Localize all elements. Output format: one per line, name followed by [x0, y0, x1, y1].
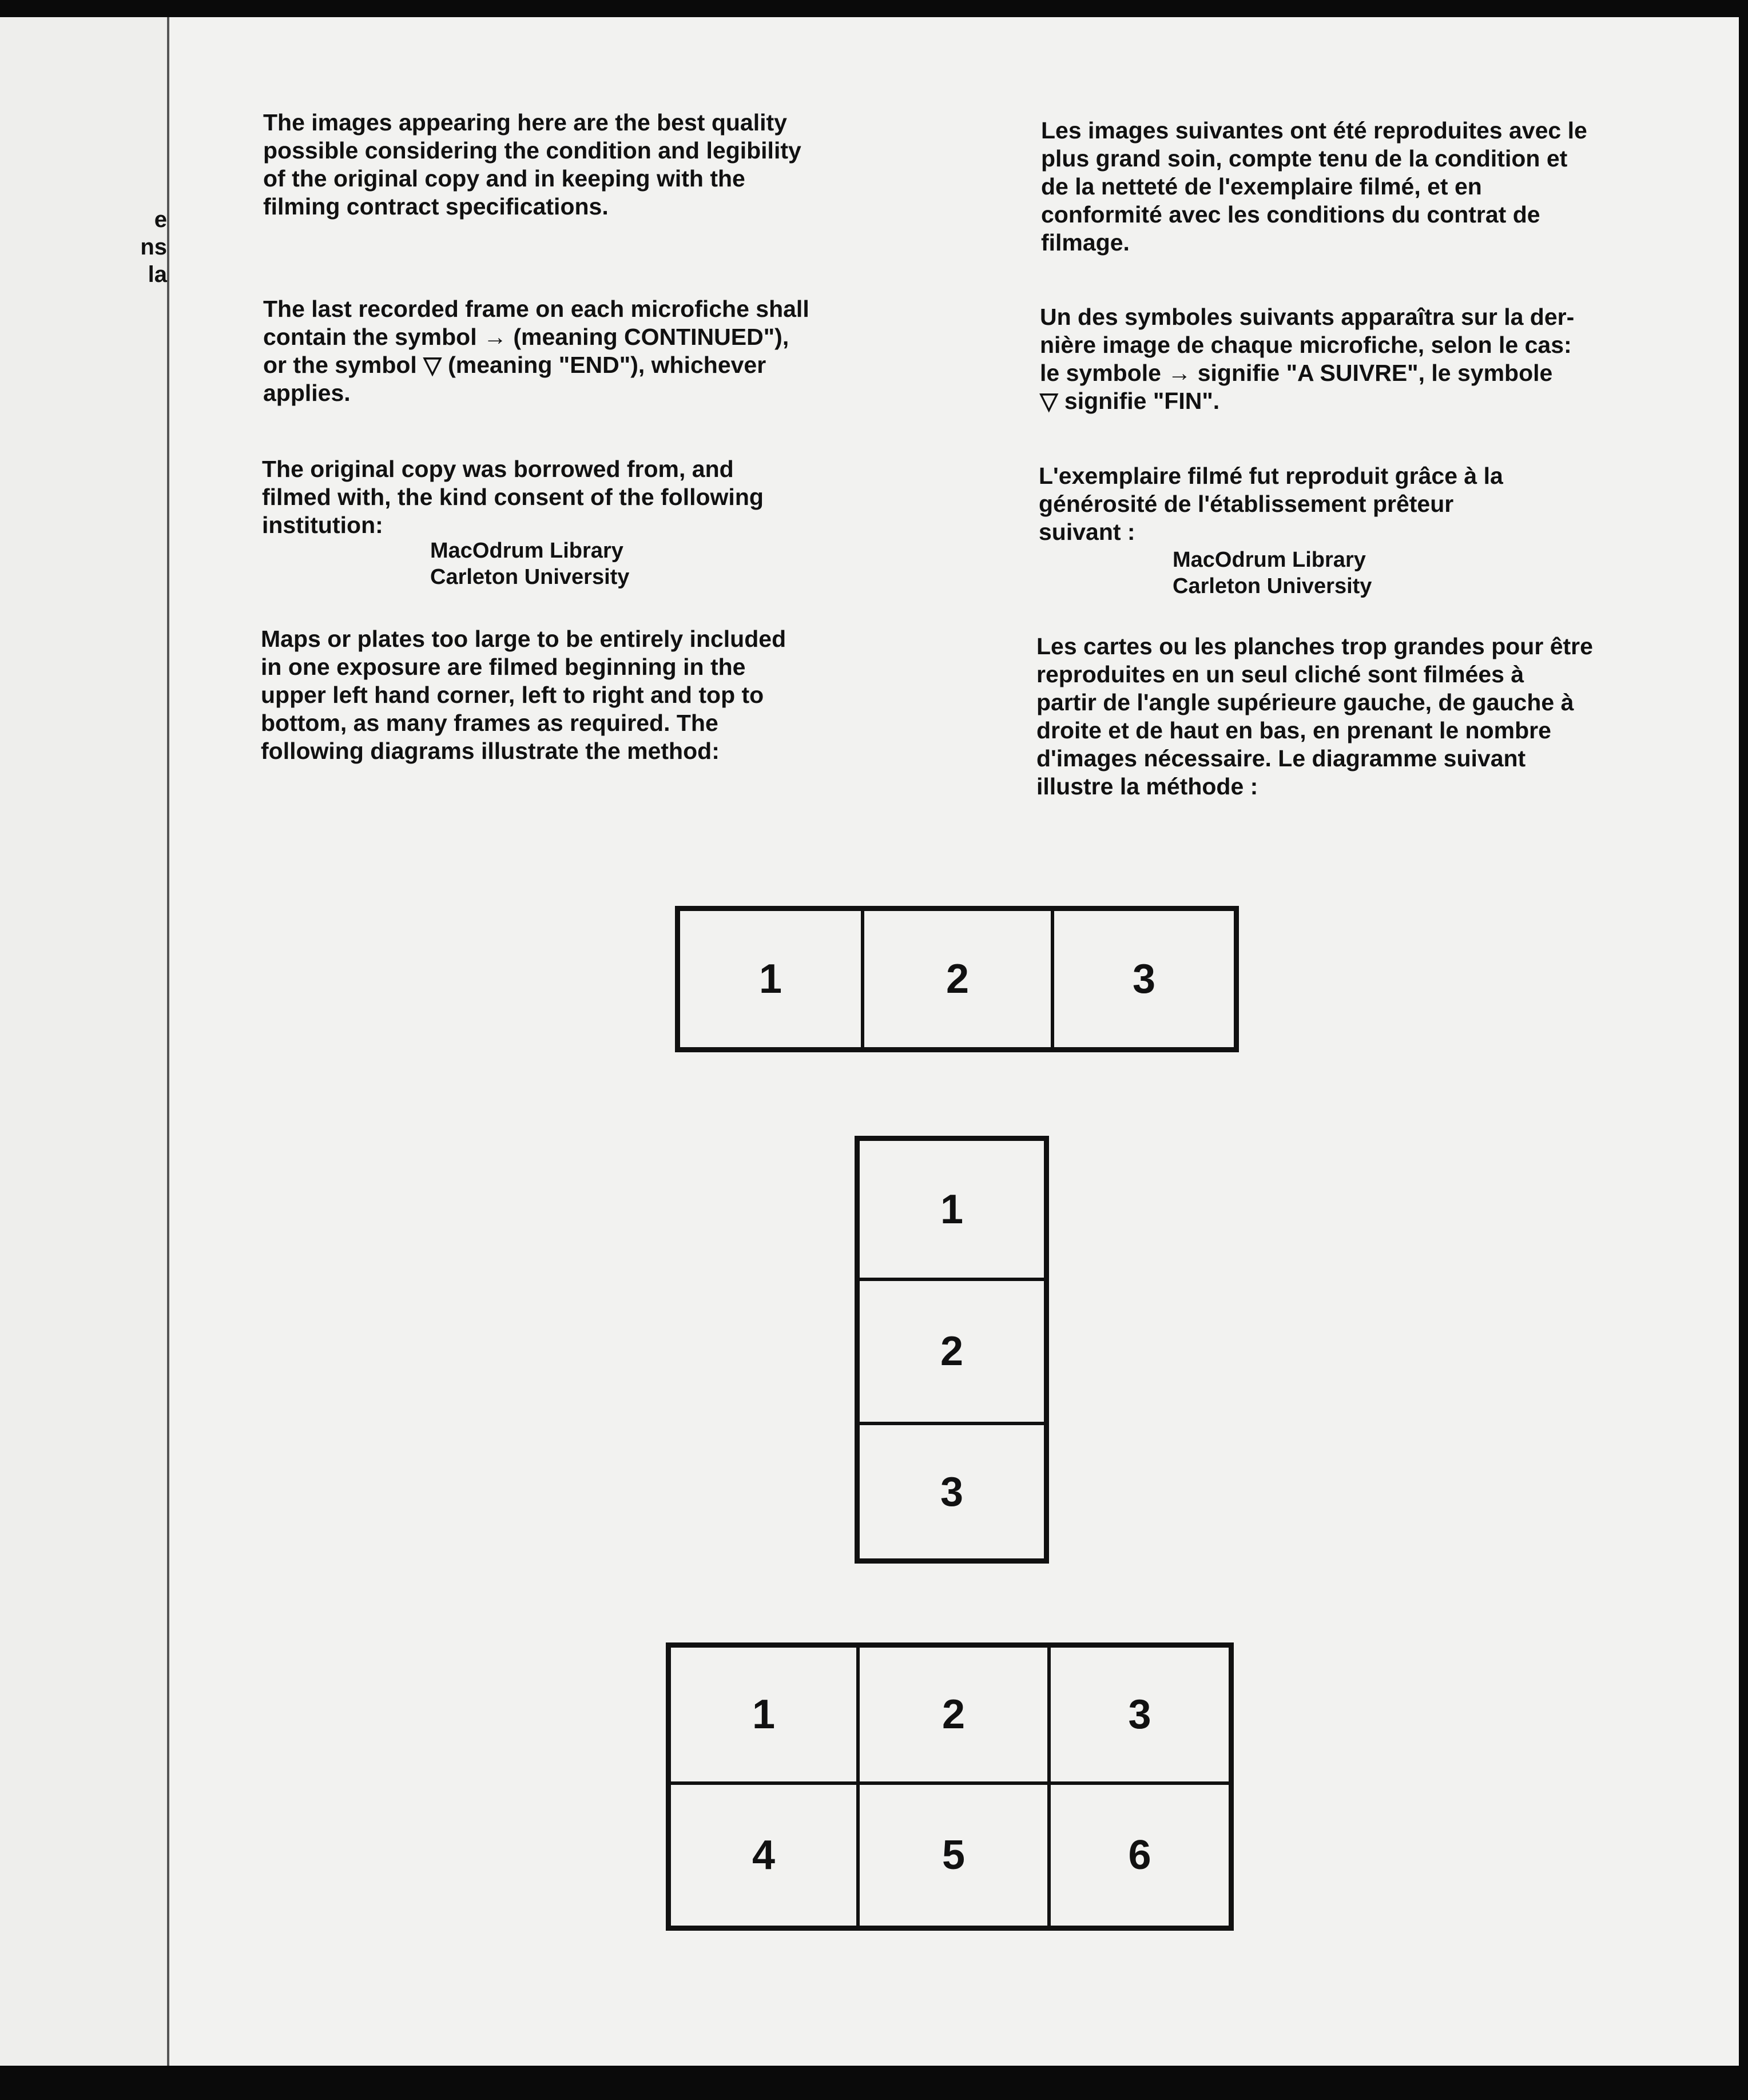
english-institution-name: MacOdrum Library Carleton University: [430, 539, 630, 589]
top-border: [0, 0, 1748, 17]
french-consent-paragraph: L'exemplaire filmé fut reproduit grâce à la générosité de l'établissement prêteur suivant :: [1039, 463, 1503, 545]
diagram-cell: 1: [669, 1646, 858, 1783]
diagram-cell: 1: [678, 909, 863, 1049]
diagram-cell: 3: [858, 1423, 1046, 1560]
french-symbol-paragraph: Un des symboles suivants apparaîtra sur la der- nière image de chaque microfiche, selon le cas: le symbole → signifie "A SUIVRE", le symbole ▽ signifie "FIN".: [1040, 304, 1575, 414]
diagram-cell: 3: [1049, 1646, 1230, 1783]
french-maps-block: [1036, 633, 1734, 801]
diagram-cell: 2: [858, 1279, 1046, 1423]
english-institution-block: [262, 455, 920, 539]
french-quality-paragraph: Les images suivantes ont été reproduites avec le plus grand soin, compte tenu de la condition et de la netteté de l'exemplaire filmé, et en conformité avec les conditions du contrat de filmage.: [1041, 117, 1587, 256]
english-symbol-paragraph: The last recorded frame on each microfiche shall contain the symbol → (meaning CONTINUED"), or the symbol ▽ (meaning "END"), whichever applies.: [263, 296, 809, 406]
column-diagram: [855, 1136, 1049, 1564]
french-column: [1041, 117, 1733, 257]
diagram-cell: 5: [858, 1783, 1049, 1927]
english-column: [263, 109, 921, 221]
english-quality-paragraph: The images appearing here are the best quality possible considering the condition and legibility of the original copy and in keeping with the filming contract specifications.: [263, 109, 801, 220]
previous-page-edge-text: e ns la: [140, 207, 167, 287]
diagram-cell: 1: [858, 1139, 1046, 1279]
english-consent-paragraph: The original copy was borrowed from, and filmed with, the kind consent of the following institution:: [262, 456, 764, 538]
right-border: [1739, 0, 1748, 2100]
english-maps-block: [261, 625, 919, 765]
row-diagram: [675, 906, 1239, 1052]
english-symbol-block: [263, 295, 921, 407]
previous-page-strip: [0, 17, 169, 2066]
diagram-cell: 3: [1052, 909, 1235, 1049]
diagram-cell: 2: [863, 909, 1052, 1049]
diagram-cell: 6: [1049, 1783, 1230, 1927]
french-maps-paragraph: Les cartes ou les planches trop grandes pour être reproduites en un seul cliché sont filmées à partir de l'angle supérieure gauche, de gauche à droite et de haut en bas, en prenant le nombre d'images nécessaire. Le diagramme suivant illustre la méthode :: [1036, 633, 1593, 800]
grid-diagram: [666, 1642, 1234, 1931]
french-institution-block: [1039, 462, 1731, 546]
french-symbol-block: [1040, 303, 1732, 415]
english-maps-paragraph: Maps or plates too large to be entirely included in one exposure are filmed beginning in the upper left hand corner, left to right and top to bottom, as many frames as required. The following diagrams illustrate the method:: [261, 626, 786, 764]
french-institution-name: MacOdrum Library Carleton University: [1173, 548, 1372, 598]
bottom-border: [0, 2066, 1748, 2100]
diagram-cell: 4: [669, 1783, 858, 1927]
diagram-cell: 2: [858, 1646, 1049, 1783]
